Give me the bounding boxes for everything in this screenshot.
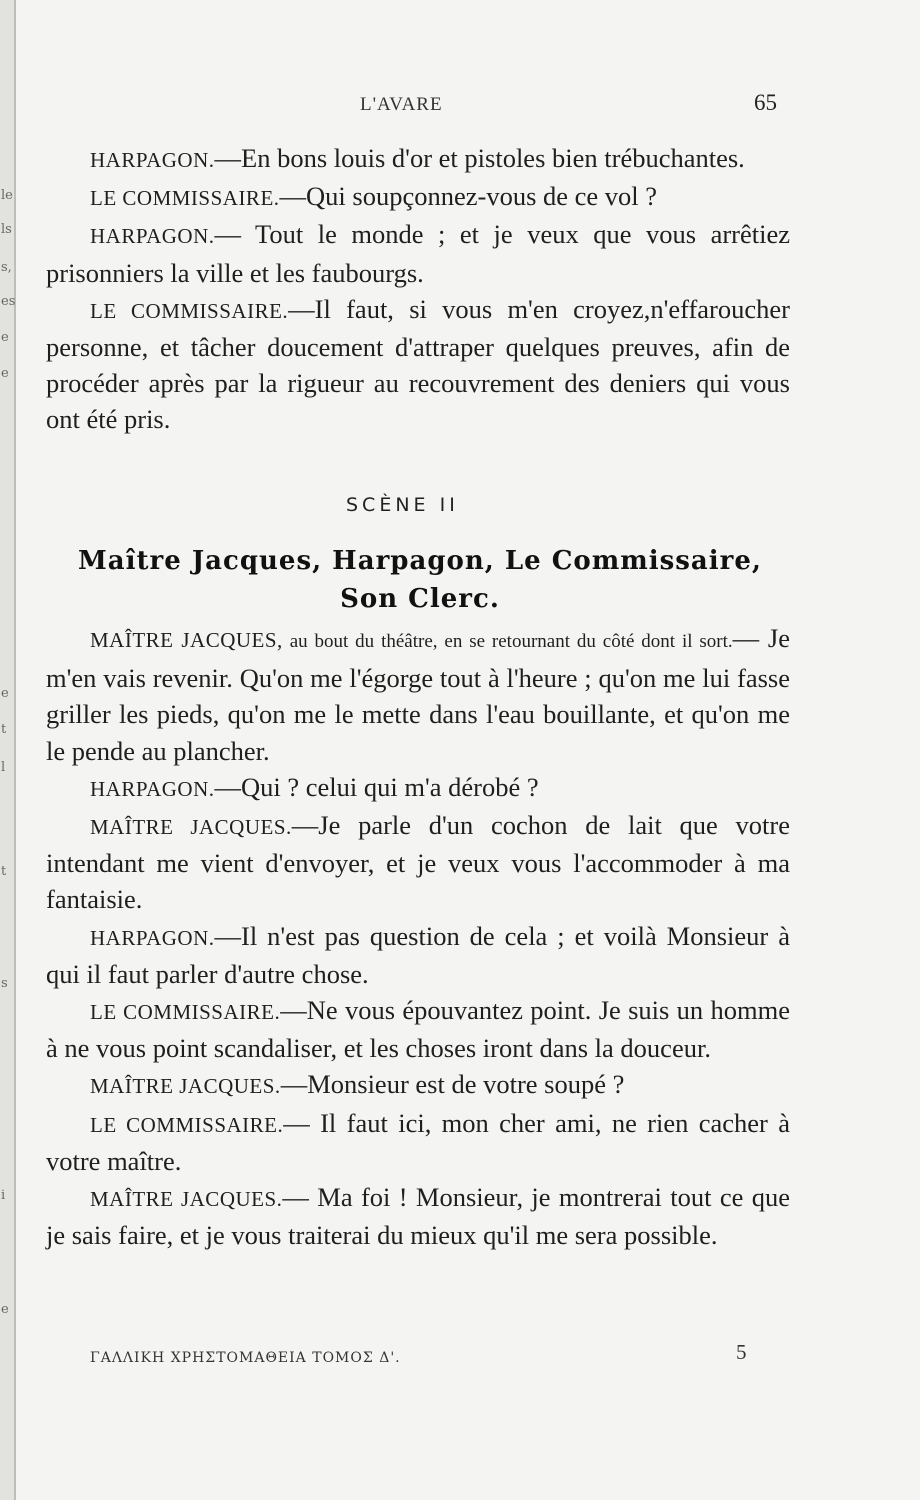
dialogue-block-1 (46, 140, 790, 438)
gutter-fragment: s, (1, 260, 12, 275)
dialogue-line (46, 140, 790, 178)
dialogue-text: — Il faut ici, mon cher ami, ne rien cacher à votre maître. (46, 1107, 790, 1176)
gutter-fragment: e (1, 686, 9, 701)
dialogue-line (46, 1066, 790, 1104)
dialogue-line (46, 918, 790, 992)
dialogue-text: —Ne vous épouvantez point. Je suis un homme à ne vous point scandaliser, et les choses iront dans la douceur. (46, 995, 790, 1064)
speaker-name: LE COMMISSAIRE. (90, 186, 280, 211)
speaker-name: MAÎTRE JACQUES, (90, 628, 283, 652)
speaker-name: HARPAGON. (90, 925, 215, 950)
dialogue-text: — Tout le monde ; et je veux que vous arrêtiez prisonniers la ville et les faubourgs. (46, 219, 790, 288)
dialogue-text: —Qui ? celui qui m'a dérobé ? (214, 771, 539, 802)
footer-book-title: ΓΑΛΛΙΚΗ ΧΡΗΣΤΟΜΑΘΕΙΑ ΤΟΜΟΣ Δ'. (90, 1350, 401, 1366)
gutter-fragment: i (1, 1188, 6, 1203)
dialogue-line (46, 291, 790, 438)
stage-direction: au bout du théâtre, en se retournant du côté dont il sort. (282, 631, 733, 652)
dialogue-text: —Je parle d'un cochon de lait que votre intendant me vient d'envoyer, et je veux vous l'accommoder à ma fantaisie. (46, 810, 790, 915)
speaker-name: MAÎTRE JACQUES. (90, 1187, 283, 1212)
dialogue-text: —Il faut, si vous m'en croyez,n'effaroucher personne, et tâcher doucement d'attraper quelques preuves, afin de procéder après par la rigueur au recouvrement des deniers qui vous ont été pris. (46, 293, 790, 435)
gutter-fragment: e (1, 1302, 9, 1317)
dialogue-text: —Il n'est pas question de cela ; et voilà Monsieur à qui il faut parler d'autre chose. (46, 920, 790, 989)
speaker-name: MAÎTRE JACQUES. (90, 1074, 281, 1099)
gutter-fragment: t (1, 722, 7, 737)
speaker-name: LE COMMISSAIRE. (90, 1000, 281, 1025)
speaker-name: HARPAGON. (90, 148, 215, 172)
dialogue-line (46, 1179, 790, 1253)
dialogue-text: —En bons louis d'or et pistoles bien trébuchantes. (214, 143, 745, 173)
scene-heading: SCÈNE II (346, 494, 459, 516)
speaker-name: HARPAGON. (90, 776, 215, 801)
gutter-fragment: l (1, 760, 6, 775)
dialogue-text: —Qui soupçonnez-vous de ce vol ? (279, 181, 658, 212)
gutter-fragment: le (1, 188, 13, 203)
speaker-name: MAÎTRE JACQUES. (90, 815, 292, 840)
dialogue-text: —Monsieur est de votre soupé ? (280, 1069, 625, 1100)
dialogue-block-2 (46, 620, 790, 1253)
dialogue-line (46, 807, 790, 918)
running-title: L'AVARE (360, 94, 443, 115)
speaker-name: LE COMMISSAIRE. (90, 298, 289, 323)
dialogue-line (46, 216, 790, 290)
dialogue-text: — Ma foi ! Monsieur, je montrerai tout ce que je sais faire, et je vous traiterai du mieux qu'il me sera possible. (46, 1182, 790, 1251)
footer-signature: 5 (736, 1340, 747, 1364)
gutter-fragment: s (1, 976, 8, 991)
gutter-fragment: e (1, 366, 9, 381)
speaker-name: HARPAGON. (90, 224, 215, 249)
gutter-fragment: e (1, 330, 9, 345)
dialogue-line (46, 992, 790, 1066)
gutter-fragment: t (1, 864, 7, 879)
scene-characters: Maître Jacques, Harpagon, Le Commissaire, Son Clerc. (78, 546, 762, 614)
dialogue-line (46, 620, 790, 769)
dialogue-text: — Je m'en vais revenir. Qu'on me l'égorge tout à l'heure ; qu'on me lui fasse griller les pieds, qu'on me le mette dans l'eau bouillante, et qu'on me le pende au plancher. (46, 623, 790, 766)
gutter-fragment: es (1, 294, 16, 309)
gutter-fragment: ls (1, 222, 12, 237)
speaker-name: LE COMMISSAIRE. (90, 1112, 284, 1137)
facing-page-fragments (0, 0, 14, 1500)
page-number: 65 (754, 90, 777, 115)
dialogue-line (46, 178, 790, 216)
dialogue-line (46, 769, 790, 807)
dialogue-line (46, 1105, 790, 1179)
